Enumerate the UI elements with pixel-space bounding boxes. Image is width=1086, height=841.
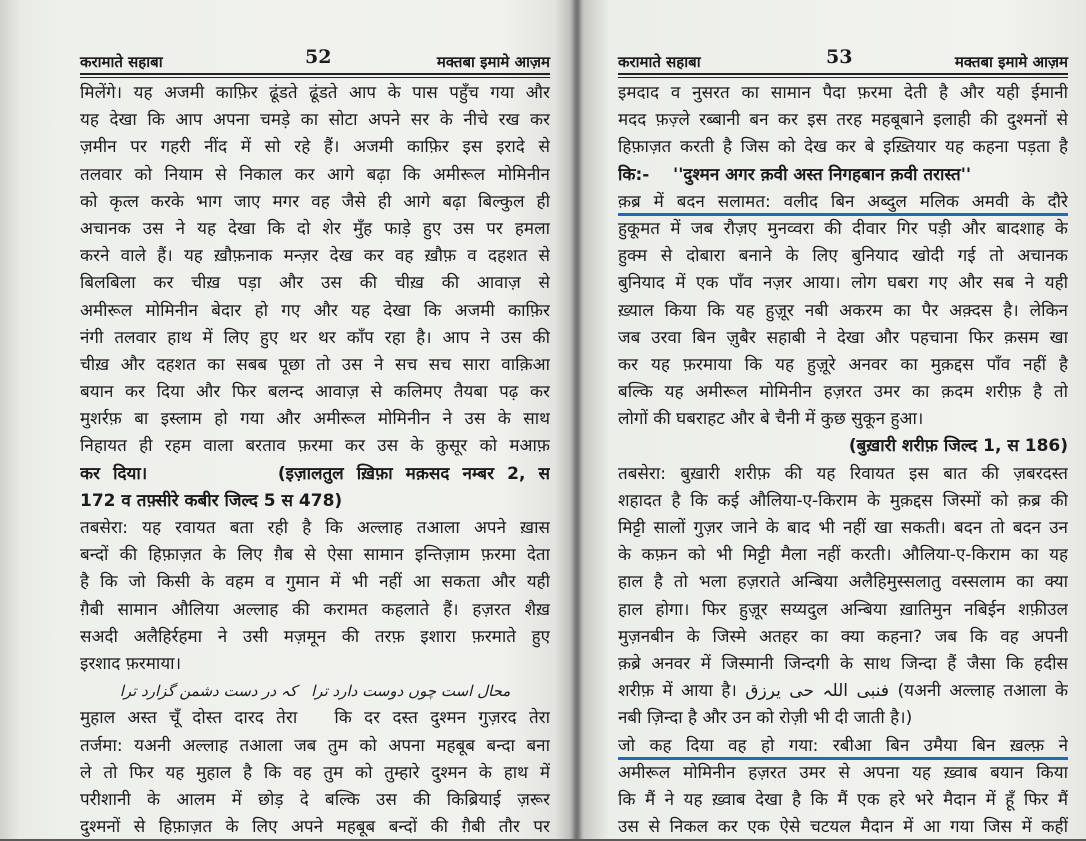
text-line: बन्दों की हिफ़ाज़त के लिए ग़ैब से ऐसा सामान इन्तिज़ाम फ़रमा देता — [80, 545, 550, 566]
text-line: मदद फ़ज़्ले रब्बानी बन कर इस तरह महबूबाने इलाही की दुश्मनों से — [618, 110, 1068, 131]
text-line: अमीरूल मोमिनीन बेदार हो गए और यह देखा कि अजमी काफ़िर — [80, 300, 550, 321]
text-line: बिलबिला कर चीख़ पड़ा और उस की चीख़ की आवाज़ से — [80, 273, 550, 294]
text-line: ले तो फिर यह मुहाल है कि वह तुम को तुम्हारे दुश्मन के हाथ में — [80, 762, 550, 783]
left-header-rule — [80, 73, 550, 75]
right-header-rule-thin — [618, 77, 1068, 78]
text-line: नंगी तलवार हाथ में लिए हुए थर थर काँप रहा है। आप ने उस की — [80, 327, 550, 348]
text-line: तर्जमा: यअनी अल्लाह तआला जब तुम को अपना महबूब बन्दा बना — [80, 735, 550, 756]
text-line: उस से निकल कर एक ऐसे चटयल मैदान में आ गया जिस में कहीं — [618, 817, 1068, 838]
text-line: हाल होगा। फिर हुज़ूर सय्यदुल अन्बिया ख़ातिमुन नबिईन शफ़ीउल — [618, 599, 1068, 620]
left-header-publisher: मक्तबा इमामे आज़म — [436, 53, 550, 71]
text-line: ख़्याल किया कि यह हुज़ूर नबी अकरम का पैर अक़्दस है। लेकिन — [618, 300, 1068, 321]
text-line: चीख़ और दहशत का सबब पूछा तो उस ने सच सच सारा वाक़िआ — [80, 354, 550, 375]
text-line: शहादत है कि कई औलिया-ए-किराम के मुक़द्दस जिस्मों को क़ब्र की — [618, 490, 1068, 511]
citation-line: (बुख़ारी शरीफ़ जिल्द 1, स 186) — [848, 436, 1068, 457]
text-line: तलवार को नियाम से निकाल कर आगे बढ़ा कि अमीरूल मोमिनीन — [80, 164, 550, 185]
text-line: तबसेरा: बुख़ारी शरीफ़ की यह रिवायत इस बात की ज़बरदस्त — [618, 463, 1068, 484]
text-line: लोगों की घबराहट और बे चैनी में कुछ सुकून हुआ। — [618, 409, 924, 430]
highlighted-heading: जो कह दिया वह हो गया: रबीआ बिन उमैया बिन ख़ल्फ़ ने — [618, 736, 1068, 760]
text-line: ज़मीन पर गहरी नींद में सो रहे हैं। अजमी काफ़िर इस इरादे से — [80, 137, 550, 158]
text-line: मिलेंगे। यह अजमी काफ़िर ढूंडते ढूंडते आप के पास पहुँच गया और — [80, 83, 550, 103]
left-page-number: 52 — [305, 46, 332, 68]
couplet-transliteration: मुहाल अस्त चूँ दोस्त दारद तेरा कि दर दस्त दुश्मन गुज़रद तेरा — [80, 708, 550, 729]
text-line: इरशाद फ़रमाया। — [80, 653, 182, 674]
text-line: करने वाले हैं। यह ख़ौफ़नाक मन्ज़र देख कर वह ख़ौफ़ व दहशत से — [80, 246, 550, 267]
text-line: क़ब्रे अनवर में जिस्मानी जिन्दगी के साथ जिन्दा हैं जैसा कि हदीस — [618, 653, 1068, 674]
left-page-body — [80, 80, 550, 841]
citation-line: कर दिया। (इज़ालतुल ख़िफ़ा मक़सद नम्बर 2, स — [80, 463, 550, 484]
text-line: तबसेरा: यह रवायत बता रही है कि अल्लाह तआला अपने ख़ास — [80, 518, 550, 538]
text-line: हाल है तो भला हज़राते अन्बिया अलैहिमुस्सलातु वस्सलाम का क्या — [618, 572, 1068, 593]
text-line: ग़ैबी सामान औलिया अल्लाह की करामत कहलाते हैं। हज़रत शैख़ — [80, 599, 550, 620]
text-line: मुज़नबीन के जिस्मे अतहर का क्या कहना? जब कि वह अपनी — [618, 626, 1068, 647]
text-line: मिट्टी सालों गुज़र जाने के बाद भी नहीं खा सकती। बदन तो बदन उन — [618, 518, 1068, 538]
right-header-title: करामाते सहाबा — [618, 53, 701, 71]
text-line: यह देखा कि आप अपना चमड़े का सोटा अपने सर के नीचे रख कर — [80, 110, 550, 131]
right-page-number: 53 — [826, 46, 853, 68]
text-line: शरीफ़ में आया है। فنبی اللہ حی یرزق (यअनी अल्लाह तआला के — [618, 681, 1068, 702]
text-line: कर यह फ़रमाया कि यह हुज़ूरे अनवर का मुक़द्दस पाँव नहीं है — [618, 354, 1068, 375]
left-page-header — [80, 46, 550, 74]
right-page-header — [618, 46, 1068, 74]
text-line: निहायत ही रहम वाला बरताव फ़रमा कर उस के क़ुसूर को मआफ़ — [80, 436, 550, 457]
text-line: हुक्म से दोबारा बनाने के लिए बुनियाद खोदी गई तो अचानक — [618, 246, 1068, 267]
highlighted-heading: क़ब्र में बदन सलामत: वलीद बिन अब्दुल मलिक अमवी के दौरे — [618, 192, 1068, 216]
text-line: हिफ़ाज़त करती है जिस को देख कर बे इख़्तियार यह कहना पड़ता है — [618, 137, 1068, 158]
text-line: इमदाद व नुसरत का सामान पैदा फ़रमा देती है और यही ईमानी — [618, 83, 1068, 103]
text-line: सअदी अलैहिर्रहमा ने उसी मज़मून की तरफ़ इशारा फ़रमाते हुए — [80, 626, 550, 647]
right-page-body — [618, 80, 1068, 841]
text-line: परीशानी के आलम में छोड़ दे बल्कि उस की किब्रियाई ज़रूर — [80, 789, 550, 810]
right-page — [618, 0, 1068, 839]
text-line: मुशर्रफ़ बा इस्लाम हो गया और अमीरूल मोमिनीन ने उस के साथ — [80, 409, 550, 430]
text-line: बयान कर दिया और फिर बलन्द आवाज़ से कलिमए तैयबा पढ़ कर — [80, 382, 550, 403]
book-spine — [570, 0, 582, 839]
text-line: हुकूमत में जब रौज़ए मुनव्वरा की दीवार गिर पड़ी और बादशाह के — [618, 218, 1068, 239]
text-line: कि मैं ने यह ख़्वाब देखा है कि मैं एक हरे भरे मैदान में हूँ फिर मैं — [618, 789, 1068, 810]
section-heading-line — [618, 189, 1068, 216]
citation-line: 172 व तफ़्सीरे कबीर जिल्द 5 स 478) — [80, 490, 343, 511]
text-line: अमीरूल मोमिनीन हज़रत उमर से अपना यह ख़्वाब बयान किया — [618, 762, 1068, 783]
text-line: है कि जो किसी के वहम व गुमान में भी नहीं आ सकता और यही — [80, 572, 550, 593]
section-heading-line — [618, 733, 1068, 760]
left-header-rule-thin — [80, 77, 550, 78]
persian-couplet: محال است چوں دوست دارد ترا کہ در دست دشمن گزارد ترا — [119, 682, 511, 701]
text-line: अचानक उस ने यह देखा कि दो शेर मुँह फाड़े हुए उस पर हमला — [80, 218, 550, 239]
text-line: को कृत्ल करके भाग जाए मगर वह जैसे ही आगे बढ़ा बिल्कुल ही — [80, 191, 550, 212]
left-header-title: करामाते सहाबा — [80, 53, 163, 71]
quote-line: कि:- ''दुश्मन अगर क़वी अस्त निगहबान क़वी तरास्त'' — [618, 164, 972, 185]
right-header-rule — [618, 73, 1068, 75]
text-line: के कफ़न को भी मिट्टी मैला नहीं करती। औलिया-ए-किराम का यह — [618, 545, 1068, 566]
text-line: बल्कि यह अमीरूल मोमिनीन हज़रत उमर का क़दम शरीफ़ है तो — [618, 382, 1068, 403]
left-page — [80, 0, 550, 839]
text-line: जब उरवा बिन ज़ुबैर सहाबी ने देखा और पहचाना फिर क़सम खा — [618, 327, 1068, 348]
text-line: नबी ज़िन्दा है और उन को रोज़ी भी दी जाती है।) — [618, 708, 913, 729]
text-line: बुनियाद में एक पाँव नज़र आया। लोग घबरा गए और सब ने यही — [618, 273, 1068, 294]
right-header-publisher: मक्तबा इमामे आज़म — [954, 53, 1068, 71]
text-line: दुश्मनों से हिफ़ाज़त के लिए अपने महबूब बन्दों की ग़ैबी तौर पर — [80, 817, 550, 838]
